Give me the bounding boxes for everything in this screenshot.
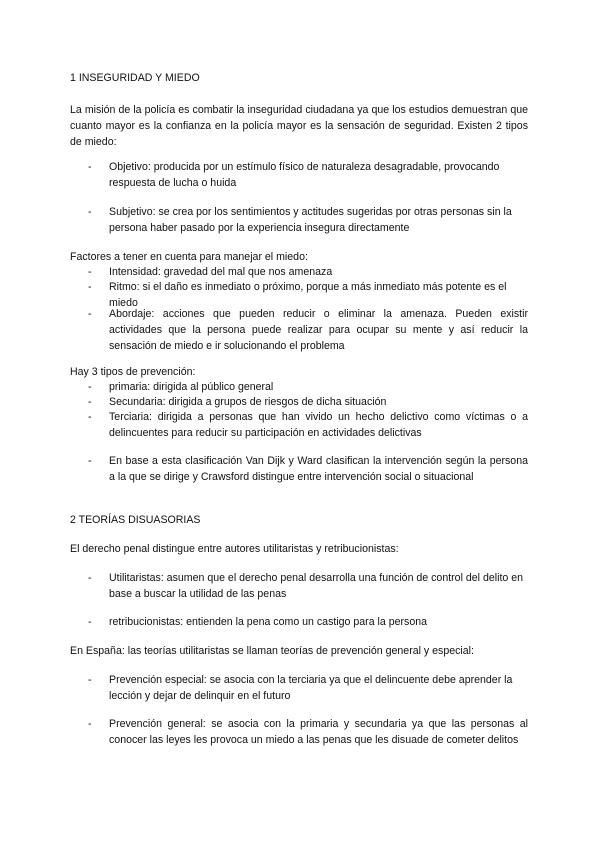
- prevention-intro: Hay 3 tipos de prevención:: [70, 366, 196, 378]
- section-2-intro: El derecho penal distingue entre autores utilitaristas y retribucionistas:: [70, 543, 399, 555]
- bullet-dash: -: [88, 381, 92, 393]
- list-item-text: Terciaria: dirigida a personas que han vivido un hecho delictivo como víctimas o a delincuentes para reducir su participación en actividades delictivas: [109, 411, 528, 439]
- bullet-dash: -: [88, 308, 92, 320]
- list-item-text: Abordaje: acciones que pueden reducir o eliminar la amenaza. Pueden existir actividades que la persona puede realizar para ocupar su mente y así reducir la sensación de miedo e ir solucionando el problema: [109, 308, 528, 352]
- list-item-text: Secundaria: dirigida a grupos de riesgos de dicha situación: [109, 396, 387, 408]
- section-2-heading: 2 TEORÍAS DISUASORIAS: [70, 514, 201, 526]
- list-item-text: En base a esta clasificación Van Dijk y Ward clasifican la intervención según la persona a la que se dirige y Crawsford distingue entre intervención social o situacional: [109, 455, 528, 483]
- bullet-dash: -: [88, 266, 92, 278]
- bullet-dash: -: [88, 281, 92, 293]
- list-item-text: Utilitaristas: asumen que el derecho penal desarrolla una función de control del delito en base a buscar la utilidad de las penas: [109, 572, 523, 600]
- list-item-text: retribucionistas: entienden la pena como un castigo para la persona: [109, 616, 428, 628]
- bullet-dash: -: [88, 411, 92, 423]
- bullet-dash: -: [88, 455, 92, 467]
- bullet-dash: -: [88, 718, 92, 730]
- bullet-dash: -: [88, 161, 92, 173]
- list-item-text: Subjetivo: se crea por los sentimientos y actitudes sugeridas por otras personas sin la persona haber pasado por la experiencia insegura directamente: [109, 206, 512, 234]
- spain-intro: En España: las teorías utilitaristas se llaman teorías de prevención general y especial:: [70, 645, 474, 657]
- list-item-text: Objetivo: producida por un estímulo físico de naturaleza desagradable, provocando respuesta de lucha o huida: [109, 161, 500, 189]
- bullet-dash: -: [88, 396, 92, 408]
- bullet-dash: -: [88, 616, 92, 628]
- list-item-text: Prevención especial: se asocia con la terciaria ya que el delincuente debe aprender la lección y dejar de delinquir en el futuro: [109, 674, 513, 702]
- bullet-dash: -: [88, 206, 92, 218]
- list-item-text: primaria: dirigida al público general: [109, 381, 274, 393]
- list-item-text: Intensidad: gravedad del mal que nos amenaza: [109, 266, 333, 278]
- factors-intro: Factores a tener en cuenta para manejar el miedo:: [70, 251, 308, 263]
- list-item-text: Ritmo: si el daño es inmediato o próximo, porque a más inmediato más potente es el miedo: [109, 281, 507, 309]
- list-item-text: Prevención general: se asocia con la primaria y secundaria ya que las personas al conocer las leyes les provoca un miedo a las penas que les disuade de cometer delitos: [109, 718, 528, 746]
- bullet-dash: -: [88, 572, 92, 584]
- section-1-heading: 1 INSEGURIDAD Y MIEDO: [70, 72, 200, 84]
- bullet-dash: -: [88, 674, 92, 686]
- section-1-intro: La misión de la policía es combatir la inseguridad ciudadana ya que los estudios demuestran que cuanto mayor es la confianza en la policía mayor es la sensación de seguridad. Existen 2 tipos de miedo:: [70, 104, 528, 148]
